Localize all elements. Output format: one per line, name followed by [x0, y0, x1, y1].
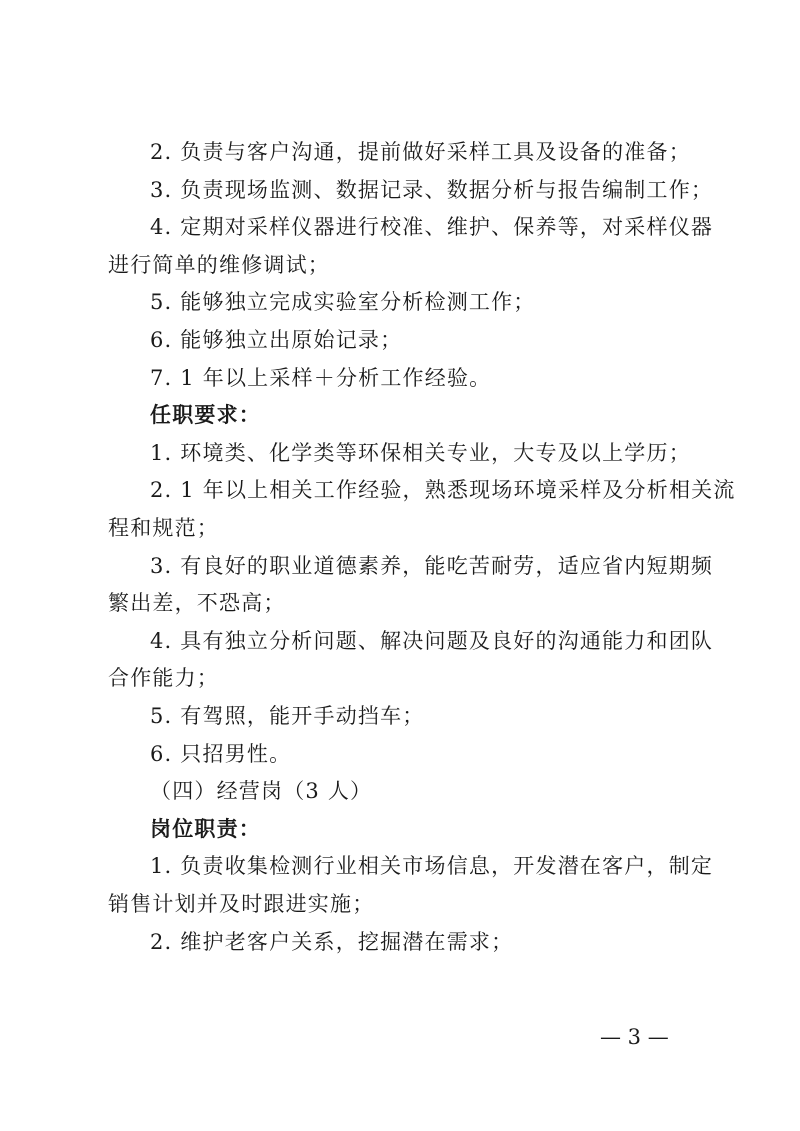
text-line: 2. 负责与客户沟通，提前做好采样工具及设备的准备；: [150, 140, 691, 164]
section-heading: 任职要求：: [150, 402, 261, 428]
text-line: 6. 能够独立出原始记录；: [150, 328, 403, 352]
text-line: 6. 只招男性。: [150, 741, 292, 766]
text-line: 3. 有良好的职业道德素养，能吃苦耐劳，适应省内短期频: [150, 553, 714, 578]
text-line: 1. 负责收集检测行业相关市场信息，开发潜在客户，制定: [150, 854, 714, 879]
text-line: 程和规范；: [108, 516, 219, 540]
text-line: 5. 能够独立完成实验室分析检测工作；: [150, 290, 536, 315]
position-title: （四）经营岗（3 人）: [150, 779, 373, 804]
text-line: 5. 有驾照，能开手动挡车；: [150, 704, 425, 728]
text-line: 1. 环境类、化学类等环保相关专业，大专及以上学历；: [150, 440, 691, 465]
text-line: 4. 定期对采样仪器进行校准、维护、保养等，对采样仪器: [150, 215, 714, 240]
text-line: 繁出差，不恐高；: [108, 591, 286, 616]
text-line: 2. 1 年以上相关工作经验，熟悉现场环境采样及分析相关流: [150, 478, 736, 503]
section-heading: 岗位职责：: [150, 815, 261, 841]
text-line: 进行简单的维修调试；: [108, 252, 330, 277]
text-line: 7. 1 年以上采样＋分析工作经验。: [150, 365, 492, 390]
page-number: — 3 —: [600, 1025, 669, 1049]
text-line: 合作能力；: [108, 666, 219, 691]
text-line: 3. 负责现场监测、数据记录、数据分析与报告编制工作；: [150, 177, 714, 202]
text-line: 2. 维护老客户关系，挖掘潜在需求；: [150, 929, 514, 954]
text-line: 销售计划并及时跟进实施；: [108, 892, 375, 916]
text-line: 4. 具有独立分析问题、解决问题及良好的沟通能力和团队: [150, 628, 714, 653]
